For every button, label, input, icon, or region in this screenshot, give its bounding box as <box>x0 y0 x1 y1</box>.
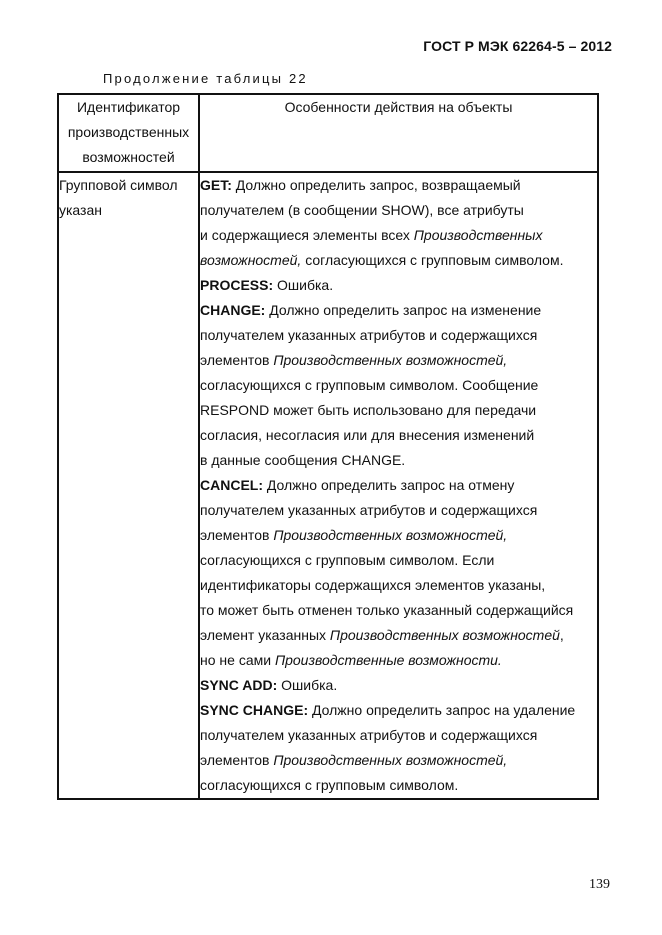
text-run: элементов <box>200 352 274 368</box>
text-run: согласующихся с групповым символом. Сообщение <box>200 377 539 393</box>
feature-text-line <box>200 473 597 498</box>
text-run: Должно определить запрос на удаление <box>308 702 576 718</box>
feature-text-line <box>200 623 597 648</box>
identifier-cell <box>58 172 199 799</box>
feature-text-line <box>200 548 597 573</box>
text-run: , <box>559 627 564 643</box>
features-cell <box>199 172 598 799</box>
object-actions-table <box>57 93 599 800</box>
text-run: Должно определить запрос на отмену <box>263 477 515 493</box>
text-run: Должно определить запрос, возвращаемый <box>231 177 521 193</box>
cell-text-line: возможностей <box>82 149 175 165</box>
cell-text-line: производственных <box>67 124 190 140</box>
text-run: RESPOND может быть использовано для передачи <box>200 402 537 418</box>
text-run: согласующихся с групповым символом. <box>200 777 459 793</box>
feature-text-line <box>200 448 597 473</box>
text-run: и содержащиеся элементы всех <box>200 227 414 243</box>
feature-text-line <box>200 348 597 373</box>
feature-text-line <box>200 498 597 523</box>
feature-text-line <box>200 173 597 198</box>
feature-text-line <box>200 698 597 723</box>
text-run: согласующихся с групповым символом. <box>301 252 564 268</box>
feature-text-line <box>200 223 597 248</box>
text-run: идентификаторы содержащихся элементов указаны, <box>200 577 546 593</box>
operation-keyword: CHANGE: <box>200 302 266 318</box>
text-run: Ошибка. <box>273 277 334 293</box>
feature-text-line <box>200 398 597 423</box>
cell-text-line: Особенности действия на объекты <box>284 99 513 115</box>
text-run: то может быть отменен только указанный содержащийся <box>200 602 574 618</box>
table-caption: Продолжение таблицы 22 <box>103 71 308 86</box>
feature-text-line <box>200 673 597 698</box>
operation-keyword: SYNC ADD: <box>200 677 278 693</box>
text-run: согласующихся с групповым символом. Если <box>200 552 495 568</box>
text-run: согласия, несогласия или для внесения изменений <box>200 427 535 443</box>
text-run: в данные сообщения CHANGE. <box>200 452 406 468</box>
column-header-identifier <box>58 94 199 172</box>
operation-keyword: SYNC CHANGE: <box>200 702 309 718</box>
text-run: получателем (в сообщении SHOW), все атрибуты <box>200 202 524 218</box>
feature-text-line <box>200 748 597 773</box>
table-row <box>58 172 598 799</box>
text-run: элемент указанных <box>200 627 330 643</box>
operation-keyword: GET: <box>200 177 232 193</box>
object-term: Производственных <box>413 227 543 243</box>
operation-keyword: PROCESS: <box>200 277 274 293</box>
text-run: элементов <box>200 752 274 768</box>
object-term: Производственных возможностей <box>329 627 560 643</box>
feature-text-line <box>200 248 597 273</box>
feature-text-line <box>200 598 597 623</box>
feature-text-line <box>200 273 597 298</box>
feature-text-line <box>200 573 597 598</box>
page-number: 139 <box>589 877 610 892</box>
cell-text-line: Групповой символ <box>59 177 178 193</box>
cell-text-line: Идентификатор <box>76 99 181 115</box>
text-run: Должно определить запрос на изменение <box>265 302 542 318</box>
feature-text-line <box>200 773 597 798</box>
object-term: Производственных возможностей, <box>273 527 508 543</box>
operation-keyword: CANCEL: <box>200 477 263 493</box>
text-run: получателем указанных атрибутов и содержащихся <box>200 727 538 743</box>
text-run: элементов <box>200 527 274 543</box>
feature-text-line <box>200 198 597 223</box>
table-header-row <box>58 94 598 172</box>
feature-text-line <box>200 323 597 348</box>
object-term: Производственные возможности. <box>274 652 502 668</box>
object-term: Производственных возможностей, <box>273 352 508 368</box>
object-term: возможностей, <box>200 252 302 268</box>
feature-text-line <box>200 373 597 398</box>
feature-text-line <box>200 723 597 748</box>
document-header: ГОСТ Р МЭК 62264-5 – 2012 <box>423 38 612 54</box>
object-term: Производственных возможностей, <box>273 752 508 768</box>
text-run: получателем указанных атрибутов и содержащихся <box>200 502 538 518</box>
text-run: получателем указанных атрибутов и содержащихся <box>200 327 538 343</box>
cell-text-line: указан <box>59 202 102 218</box>
column-header-features <box>199 94 598 172</box>
feature-text-line <box>200 648 597 673</box>
text-run: Ошибка. <box>277 677 338 693</box>
text-run: но не сами <box>200 652 275 668</box>
feature-text-line <box>200 298 597 323</box>
feature-text-line <box>200 523 597 548</box>
feature-text-line <box>200 423 597 448</box>
